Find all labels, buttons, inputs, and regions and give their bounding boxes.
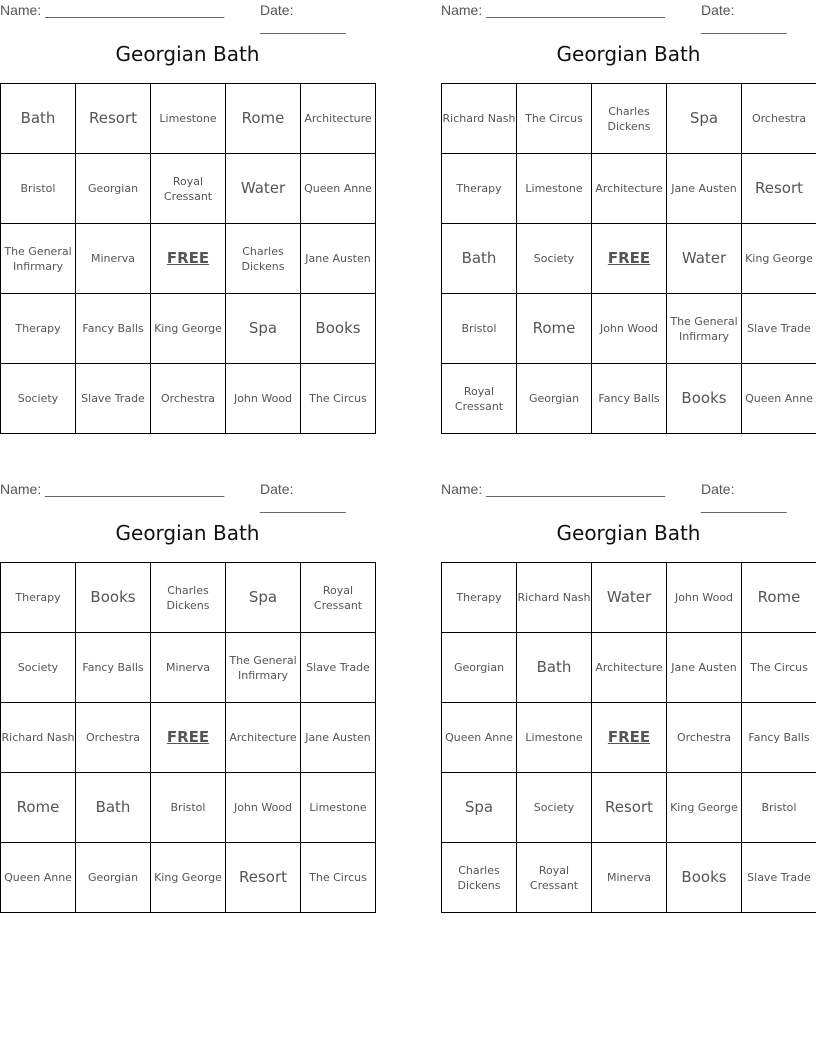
bingo-cell: Water — [592, 563, 667, 633]
bingo-cell: Slave Trade — [742, 843, 816, 913]
bingo-cell: Slave Trade — [301, 633, 376, 703]
bingo-cell: Spa — [226, 294, 301, 364]
bingo-cell: Jane Austen — [667, 154, 742, 224]
bingo-row — [442, 703, 816, 773]
bingo-cell: The Circus — [301, 364, 376, 434]
bingo-cell: Charles Dickens — [442, 843, 517, 913]
date-field: Date: ___________ — [260, 481, 346, 513]
card-title: Georgian Bath — [556, 42, 701, 66]
bingo-cell: Bristol — [442, 294, 517, 364]
bingo-cell: Bristol — [742, 773, 816, 843]
bingo-cell: Royal Cressant — [301, 563, 376, 633]
bingo-card-4 — [441, 479, 816, 914]
bingo-cell: Rome — [1, 773, 76, 843]
bingo-cell: Architecture — [301, 84, 376, 154]
bingo-row — [1, 154, 376, 224]
bingo-cell: Queen Anne — [442, 703, 517, 773]
bingo-row — [442, 563, 816, 633]
bingo-cell: Minerva — [592, 843, 667, 913]
bingo-cell: Minerva — [76, 224, 151, 294]
bingo-card-1 — [0, 0, 375, 435]
bingo-cell: Books — [301, 294, 376, 364]
bingo-cell: Therapy — [1, 294, 76, 364]
bingo-cell: Society — [1, 364, 76, 434]
bingo-cell: Spa — [667, 84, 742, 154]
bingo-cell: Fancy Balls — [592, 364, 667, 434]
bingo-cell: Royal Cressant — [442, 364, 517, 434]
bingo-cell: The General Infirmary — [226, 633, 301, 703]
bingo-cell: Georgian — [76, 154, 151, 224]
bingo-row — [442, 364, 816, 434]
bingo-cell: King George — [742, 224, 816, 294]
bingo-cell: Therapy — [442, 154, 517, 224]
bingo-row — [1, 294, 376, 364]
bingo-cell: Bristol — [151, 773, 226, 843]
bingo-row — [442, 633, 816, 703]
bingo-cell: Georgian — [442, 633, 517, 703]
card-header — [441, 479, 816, 513]
bingo-grid — [441, 83, 816, 434]
bingo-row — [1, 563, 376, 633]
bingo-row — [1, 773, 376, 843]
card-title: Georgian Bath — [115, 42, 260, 66]
bingo-cell: The Circus — [301, 843, 376, 913]
bingo-cell: Orchestra — [667, 703, 742, 773]
bingo-row — [1, 84, 376, 154]
bingo-row — [442, 773, 816, 843]
bingo-cell: Jane Austen — [301, 703, 376, 773]
bingo-card-3 — [0, 479, 375, 914]
bingo-cell: John Wood — [667, 563, 742, 633]
bingo-cell: Jane Austen — [301, 224, 376, 294]
bingo-cell: Georgian — [517, 364, 592, 434]
name-field: Name: _______________________ — [441, 2, 666, 18]
bingo-cell: Slave Trade — [76, 364, 151, 434]
bingo-cell: Bristol — [1, 154, 76, 224]
bingo-row — [442, 294, 816, 364]
bingo-row — [1, 224, 376, 294]
bingo-cell: Orchestra — [742, 84, 816, 154]
bingo-cell: Charles Dickens — [151, 563, 226, 633]
bingo-cell: Therapy — [1, 563, 76, 633]
date-field: Date: ___________ — [260, 2, 346, 34]
bingo-cell: Architecture — [226, 703, 301, 773]
bingo-cell: Spa — [226, 563, 301, 633]
bingo-grid — [0, 562, 376, 913]
bingo-cell: Rome — [742, 563, 816, 633]
bingo-cell: King George — [151, 843, 226, 913]
bingo-cell: Limestone — [517, 703, 592, 773]
name-field: Name: _______________________ — [0, 2, 225, 18]
free-space-cell: FREE — [592, 703, 667, 773]
bingo-cell: Bath — [517, 633, 592, 703]
bingo-cell: Society — [517, 224, 592, 294]
bingo-card-2 — [441, 0, 816, 435]
bingo-cell: Royal Cressant — [151, 154, 226, 224]
free-space-cell: FREE — [151, 224, 226, 294]
bingo-cell: Queen Anne — [301, 154, 376, 224]
bingo-grid — [0, 83, 376, 434]
bingo-cell: Bath — [76, 773, 151, 843]
card-header — [0, 479, 375, 513]
bingo-cell: Bath — [1, 84, 76, 154]
card-title: Georgian Bath — [556, 521, 701, 545]
bingo-cell: Resort — [742, 154, 816, 224]
bingo-cell: King George — [151, 294, 226, 364]
bingo-cell: John Wood — [226, 773, 301, 843]
bingo-row — [442, 843, 816, 913]
bingo-cell: Fancy Balls — [76, 294, 151, 364]
bingo-cell: Georgian — [76, 843, 151, 913]
card-title: Georgian Bath — [115, 521, 260, 545]
card-header — [441, 0, 816, 34]
bingo-cell: The General Infirmary — [667, 294, 742, 364]
bingo-cell: Resort — [592, 773, 667, 843]
bingo-cell: Water — [226, 154, 301, 224]
bingo-cell: Richard Nash — [442, 84, 517, 154]
bingo-cell: Books — [667, 364, 742, 434]
name-field: Name: _______________________ — [0, 481, 225, 497]
bingo-cell: Charles Dickens — [226, 224, 301, 294]
bingo-cell: Rome — [226, 84, 301, 154]
bingo-cell: Limestone — [151, 84, 226, 154]
bingo-cell: Society — [517, 773, 592, 843]
bingo-cell: Fancy Balls — [76, 633, 151, 703]
bingo-cell: Minerva — [151, 633, 226, 703]
bingo-cell: Jane Austen — [667, 633, 742, 703]
bingo-cell: Architecture — [592, 633, 667, 703]
bingo-cell: Limestone — [301, 773, 376, 843]
bingo-cell: Society — [1, 633, 76, 703]
bingo-cell: John Wood — [226, 364, 301, 434]
bingo-cell: The Circus — [742, 633, 816, 703]
bingo-cell: Rome — [517, 294, 592, 364]
bingo-cell: Water — [667, 224, 742, 294]
bingo-cell: Richard Nash — [1, 703, 76, 773]
bingo-row — [1, 364, 376, 434]
bingo-cell: The Circus — [517, 84, 592, 154]
bingo-cell: Architecture — [592, 154, 667, 224]
bingo-cell: Resort — [76, 84, 151, 154]
bingo-row — [442, 154, 816, 224]
bingo-cell: Orchestra — [151, 364, 226, 434]
bingo-cell: Royal Cressant — [517, 843, 592, 913]
date-field: Date: ___________ — [701, 2, 787, 34]
bingo-cell: Spa — [442, 773, 517, 843]
bingo-cell: Therapy — [442, 563, 517, 633]
free-space-cell: FREE — [151, 703, 226, 773]
date-field: Date: ___________ — [701, 481, 787, 513]
bingo-row — [1, 703, 376, 773]
bingo-grid — [441, 562, 816, 913]
bingo-row — [442, 84, 816, 154]
bingo-cell: Limestone — [517, 154, 592, 224]
bingo-cell: Books — [76, 563, 151, 633]
bingo-cell: Slave Trade — [742, 294, 816, 364]
bingo-row — [442, 224, 816, 294]
bingo-cell: John Wood — [592, 294, 667, 364]
bingo-cell: Orchestra — [76, 703, 151, 773]
bingo-row — [1, 843, 376, 913]
bingo-row — [1, 633, 376, 703]
bingo-cell: Charles Dickens — [592, 84, 667, 154]
bingo-cell: Queen Anne — [742, 364, 816, 434]
bingo-cell: Resort — [226, 843, 301, 913]
bingo-cell: Queen Anne — [1, 843, 76, 913]
card-header — [0, 0, 375, 34]
bingo-cell: Richard Nash — [517, 563, 592, 633]
bingo-cell: The General Infirmary — [1, 224, 76, 294]
name-field: Name: _______________________ — [441, 481, 666, 497]
bingo-cell: King George — [667, 773, 742, 843]
bingo-cell: Books — [667, 843, 742, 913]
free-space-cell: FREE — [592, 224, 667, 294]
bingo-cell: Bath — [442, 224, 517, 294]
bingo-cell: Fancy Balls — [742, 703, 816, 773]
